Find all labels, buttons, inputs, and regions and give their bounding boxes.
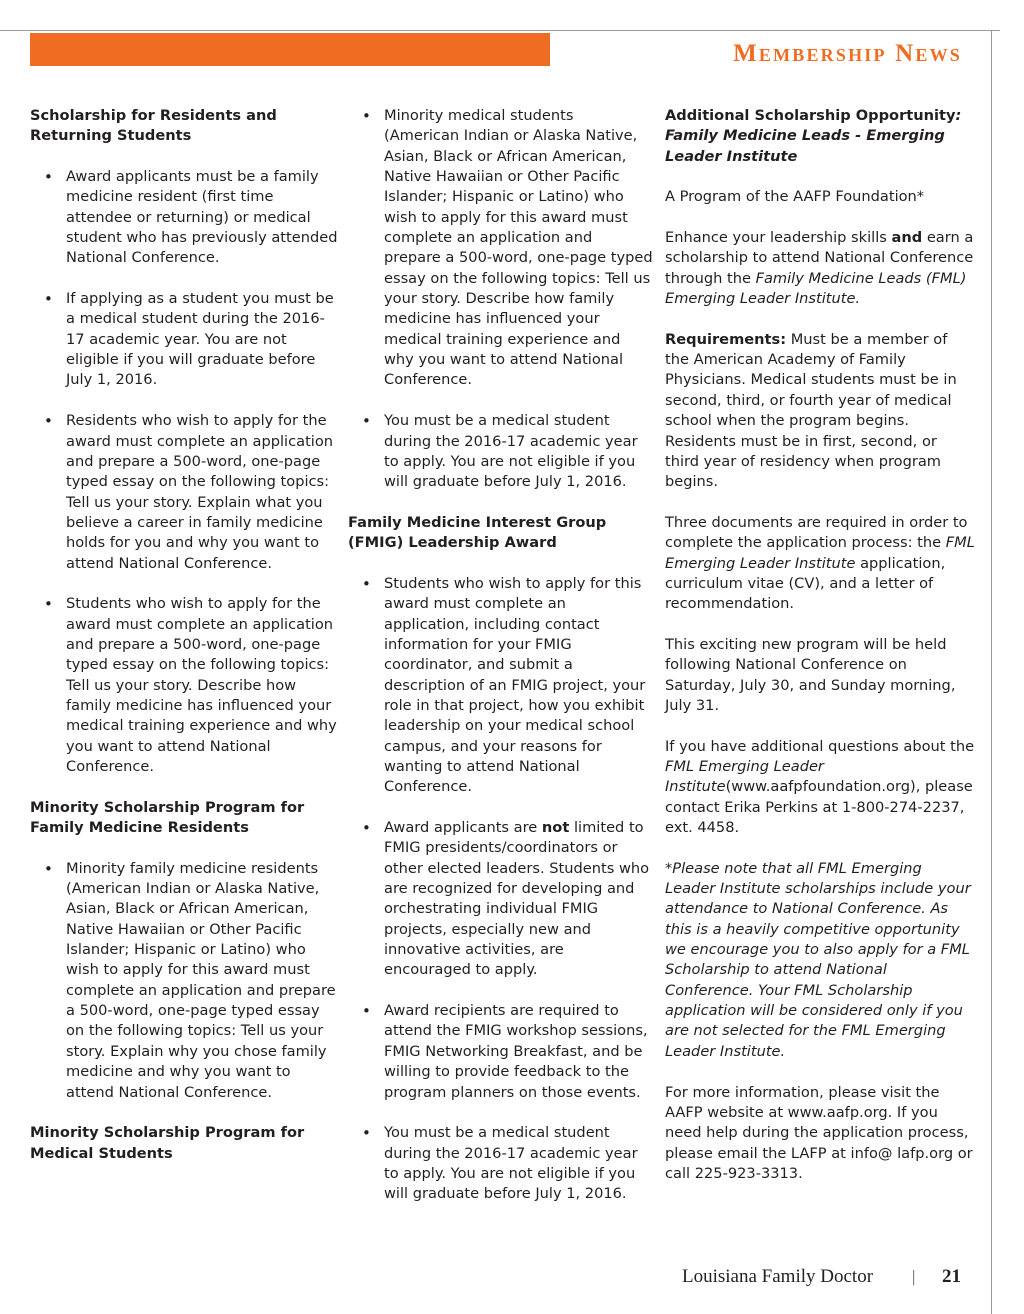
bullet-list: [30, 859, 340, 1103]
heading-minority-residents: Minority Scholarship Program for Family Medicine Residents: [30, 798, 305, 837]
text-run: Must be a member of the American Academy of Family Physicians. Medical students must be in second, third, or fourth year of medical school when the program begins. Residents must be in first, second, or third year of residency when program begins.: [665, 330, 957, 491]
text-run: Additional Scholarship Opportunity: [665, 107, 956, 124]
heading-residents-returning: Scholarship for Residents and Returning Students: [30, 107, 277, 145]
questions-paragraph: [665, 737, 975, 839]
text-run: FML Emerging Leader Institute: [665, 534, 975, 572]
text-run: limited to FMIG presidents/coordinators or other elected leaders. Students who are recognized for developing and orchestrating individual FMIG projects, especially new and innovative activities, are encouraged to apply.: [384, 819, 650, 979]
list-item: • Minority family medicine residents (American Indian or Alaska Native, Asian, Black or African American, Native Hawaiian or Other Pacific Islander; Hispanic or Latino) who wish to apply for this award must complete an application and prepare a 500-word, one-page typed essay on the following topics: Tell us your story. Explain why you chose family medicine and why you want to attend National Conference.: [30, 859, 340, 1103]
text-run: Family Medicine Leads (FML) Emerging Leader Institute.: [665, 269, 967, 308]
requirements-paragraph: [665, 330, 975, 493]
right-rule: [991, 30, 992, 1314]
text-run: If you have additional questions about the: [665, 737, 975, 755]
column-3: [665, 106, 975, 1184]
bullet-list: [30, 167, 340, 777]
top-rule: [0, 30, 1000, 31]
heading-additional-scholarship: [665, 106, 975, 167]
header-accent-bar: [30, 33, 550, 66]
list-item: • You must be a medical student during the 2016-17 academic year to apply. You are not eligible if you will graduate before July 1, 2016.: [348, 411, 653, 492]
text-run: earn a scholarship to attend National Conference through the: [665, 229, 974, 287]
text-run: FML Emerging Leader Institute: [665, 758, 824, 796]
documents-paragraph: [665, 513, 975, 615]
bullet-list: [348, 106, 653, 493]
bullet-list: [348, 574, 653, 1205]
program-dates-paragraph: This exciting new program will be held following National Conference on Saturday, July 30, and Sunday morning, July 31.: [665, 635, 956, 714]
column-2: [348, 106, 653, 1205]
page-number: 21: [942, 1266, 961, 1287]
list-item: • Award recipients are required to attend the FMIG workshop sessions, FMIG Networking Breakfast, and be willing to provide feedback to the program planners on those events.: [348, 1001, 653, 1103]
heading-fmig-award: Family Medicine Interest Group (FMIG) Leadership Award: [348, 513, 607, 552]
list-item: • Students who wish to apply for the award must complete an application and prepare a 500-word, one-page typed essay on the following topics: Tell us your story. Describe how family medicine has influenced your medical training experience and why you want to attend National Conference.: [30, 594, 340, 777]
heading-minority-students: Minority Scholarship Program for Medical Students: [30, 1124, 305, 1162]
list-item: • Students who wish to apply for this award must complete an application, including contact information for your FMIG coordinator, and submit a description of an FMIG project, your role in that project, how you exhibit leadership on your medical school campus, and your reasons for wanting to attend National Conference.: [348, 574, 653, 798]
list-item: • Residents who wish to apply for the award must complete an application and prepare a 500-word, one-page typed essay on the following topics: Tell us your story. Explain what you believe a career in family medicine holds for you and why you want to attend National Conference.: [30, 411, 340, 574]
text-run: Family Medicine Leads - Emerging Leader Institute: [665, 127, 945, 165]
more-info-paragraph: For more information, please visit the AAFP website at www.aafp.org. If you need help during the application process, please email the LAFP at info@ lafp.org or call 225-923-3313.: [665, 1083, 973, 1182]
text-run: *Please note that all FML Emerging Leader Institute scholarships include your attendance to National Conference. As this is a heavily competitive opportunity we encourage you to also apply for a FML Scholarship to attend National Conference. Your FML Scholarship application will be considered only if you are not selected for the FML Emerging Leader Institute.: [665, 859, 971, 1060]
emphasis-and: and: [891, 229, 923, 247]
list-item: • Minority medical students (American Indian or Alaska Native, Asian, Black or African American, Native Hawaiian or Other Pacific Islander; Hispanic or Latino) who wish to apply for this award must complete an application and prepare a 500-word, one-page typed essay on the following topics: Tell us your story. Describe how family medicine has influenced your medical training experience and why you want to attend National Conference.: [348, 106, 653, 391]
list-item: • Award applicants must be a family medicine resident (first time attendee or returning) or medical student who has previously attended National Conference.: [30, 167, 340, 269]
list-item: • You must be a medical student during the 2016-17 academic year to apply. You are not eligible if you will graduate before July 1, 2016.: [348, 1123, 653, 1204]
footer-separator: |: [912, 1267, 916, 1286]
section-title: Membership News: [733, 40, 962, 67]
requirements-label: Requirements:: [665, 330, 787, 348]
list-item: [348, 818, 653, 981]
program-of: A Program of the AAFP Foundation*: [665, 188, 925, 206]
publication-name: Louisiana Family Doctor: [682, 1266, 874, 1287]
list-item: • If applying as a student you must be a medical student during the 2016-17 academic year. You are not eligible if you will graduate before July 1, 2016.: [30, 289, 340, 391]
text-run: Award applicants are: [384, 819, 542, 837]
text-run: application, curriculum vitae (CV), and a letter of recommendation.: [665, 554, 946, 613]
enhance-paragraph: [665, 228, 975, 309]
text-run: :: [955, 107, 962, 124]
column-1: [30, 106, 340, 1164]
text-run: Enhance your leadership skills: [665, 229, 892, 247]
emphasis-not: not: [541, 819, 570, 837]
text-run: Three documents are required in order to complete the application process: the: [665, 513, 968, 552]
note-paragraph: [665, 859, 975, 1062]
text-run: (www.aafpfoundation.org), please contact Erika Perkins at 1-800-274-2237, ext. 4458.: [665, 778, 973, 837]
